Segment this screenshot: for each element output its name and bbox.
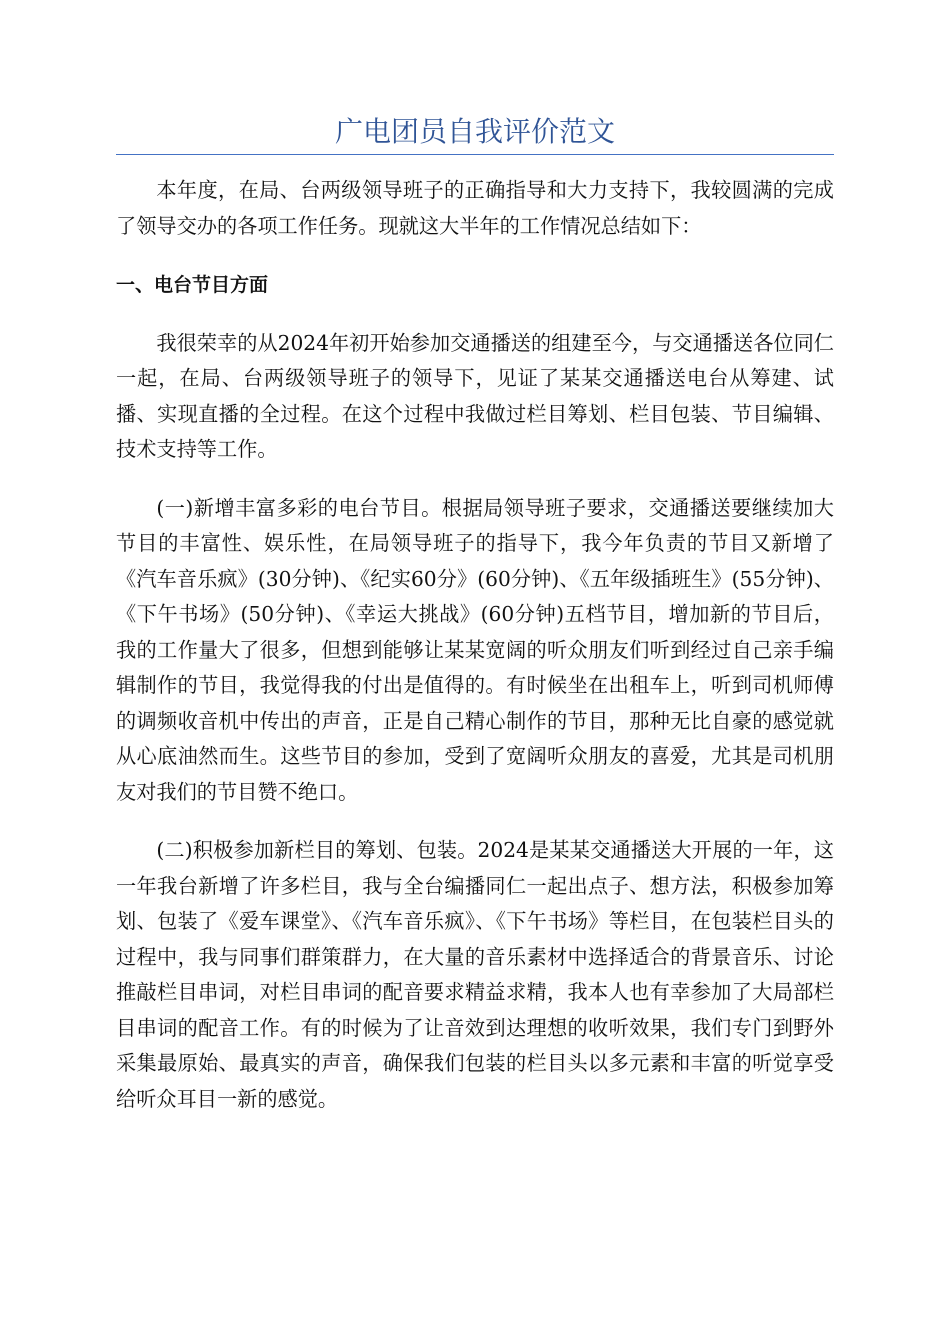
body-paragraph: (二)积极参加新栏目的筹划、包装。2024是某某交通播送大开展的一年，这一年我台新增了许多栏目，我与全台编播同仁一起出点子、想方法，积极参加筹划、包装了《爱车课堂》、《汽车音乐疯》、《下午书场》等栏目，在包装栏目头的过程中，我与同事们群策群力，在大量的音乐素材中选择适合的背景音乐、讨论推敲栏目串词，对栏目串词的配音要求精益求精，我本人也有幸参加了大局部栏目串词的配音工作。有的时候为了让音效到达理想的收听效果，我们专门到野外采集最原始、最真实的声音，确保我们包装的栏目头以多元素和丰富的听觉享受给听众耳目一新的感觉。 xyxy=(116,838,834,1111)
document-title: 广电团员自我评价范文 xyxy=(334,115,615,148)
section-heading: 一、电台节目方面 xyxy=(116,274,269,296)
body-paragraph: 我很荣幸的从2024年初开始参加交通播送的组建至今，与交通播送各位同仁一起，在局、台两级领导班子的领导下，见证了某某交通播送电台从筹建、试播、实现直播的全过程。在这个过程中我做过栏目筹划、栏目包装、节目编辑、技术支持等工作。 xyxy=(116,330,834,461)
body-paragraph: (一)新增丰富多彩的电台节目。根据局领导班子要求，交通播送要继续加大节目的丰富性、娱乐性，在局领导班子的指导下，我今年负责的节目又新增了《汽车音乐疯》(30分钟)、《纪实60分》(60分钟)、《五年级插班生》(55分钟)、《下午书场》(50分钟)、《幸运大挑战》(60分钟)五档节目，增加新的节目后，我的工作量大了很多，但想到能够让某某宽阔的听众朋友们听到经过自己亲手编辑制作的节目，我觉得我的付出是值得的。有时候坐在出租车上，听到司机师傅的调频收音机中传出的声音，正是自己精心制作的节目，那种无比自豪的感觉就从心底油然而生。这些节目的参加，受到了宽阔听众朋友的喜爱，尤其是司机朋友对我们的节目赞不绝口。 xyxy=(116,495,834,804)
intro-paragraph: 本年度，在局、台两级领导班子的正确指导和大力支持下，我较圆满的完成了领导交办的各项工作任务。现就这大半年的工作情况总结如下： xyxy=(116,178,834,238)
title-underline xyxy=(116,154,834,155)
document-body xyxy=(116,173,834,1117)
